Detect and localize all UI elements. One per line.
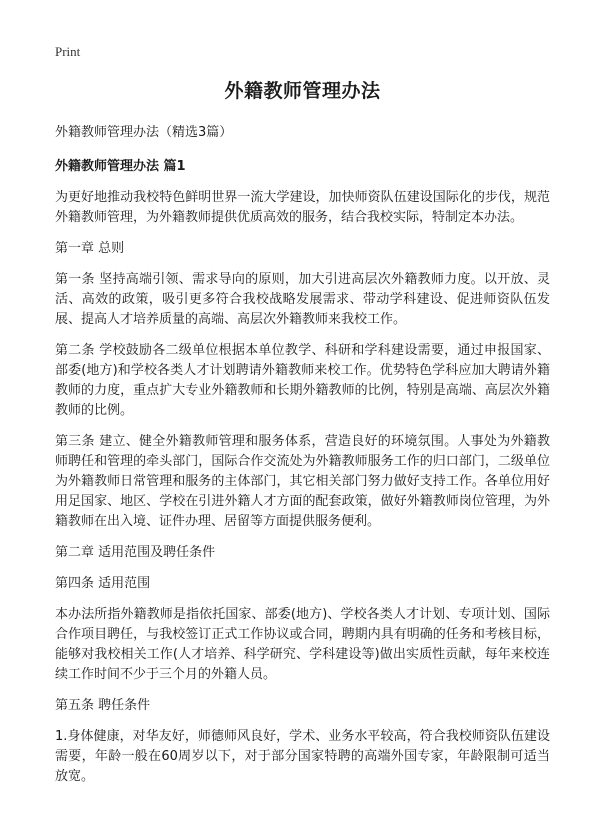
chapter-2-heading: 第二章 适用范围及聘任条件 — [55, 545, 216, 560]
article-3-paragraph: 第三条 建立、健全外籍教师管理和服务体系，营造良好的环境氛围。人事处为外籍教师聘任和管理的牵头部门，国际合作交流处为外籍教师服务工作的归口部门，二级单位为外籍教师日常管理和服务的主体部门，其它相关部门努力做好支持工作。各单位用好用足国家、地区、学校在引进外籍人才方面的配套政策，做好外籍教师岗位管理，为外籍教师在出入境、证件办理、居留等方面提供服务便利。 — [55, 434, 550, 529]
article-4-paragraph: 本办法所指外籍教师是指依托国家、部委(地方)、学校各类人才计划、专项计划、国际合作项目聘任，与我校签订正式工作协议或合同，聘期内具有明确的任务和考核目标，能够对我校相关工作(人才培养、科学研究、学科建设等)做出实质性贡献，每年来校连续工作时间不少于三个月的外籍人员。 — [55, 607, 550, 682]
article-4-heading: 第四条 适用范围 — [55, 576, 151, 591]
section-heading: 外籍教师管理办法 篇1 — [55, 159, 186, 174]
document-subtitle: 外籍教师管理办法（精选3篇） — [55, 125, 233, 140]
print-link[interactable]: Print — [55, 44, 81, 59]
article-5-heading: 第五条 聘任条件 — [55, 698, 151, 713]
chapter-1-heading: 第一章 总则 — [55, 241, 125, 256]
intro-paragraph: 为更好地推动我校特色鲜明世界一流大学建设，加快师资队伍建设国际化的步伐，规范外籍教师管理，为外籍教师提供优质高效的服务，结合我校实际，特制定本办法。 — [55, 190, 550, 225]
document-title: 外籍教师管理办法 — [224, 80, 381, 102]
article-1-paragraph: 第一条 坚持高端引领、需求导向的原则，加大引进高层次外籍教师力度。以开放、灵活、高效的政策，吸引更多符合我校战略发展需求、带动学科建设、促进师资队伍发展、提高人才培养质量的高端、高层次外籍教师来我校工作。 — [55, 272, 550, 327]
article-2-paragraph: 第二条 学校鼓励各二级单位根据本单位教学、科研和学科建设需要，通过申报国家、部委(地方)和学校各类人才计划聘请外籍教师来校工作。优势特色学科应加大聘请外籍教师的力度，重点扩大专业外籍教师和长期外籍教师的比例，特别是高端、高层次外籍教师的比例。 — [55, 343, 550, 418]
article-5-item-1-paragraph: 1.身体健康，对华友好，师德师风良好，学术、业务水平较高，符合我校师资队伍建设需要，年龄一般在60周岁以下，对于部分国家特聘的高端外国专家，年龄限制可适当放宽。 — [55, 729, 550, 784]
document-body — [55, 76, 550, 798]
